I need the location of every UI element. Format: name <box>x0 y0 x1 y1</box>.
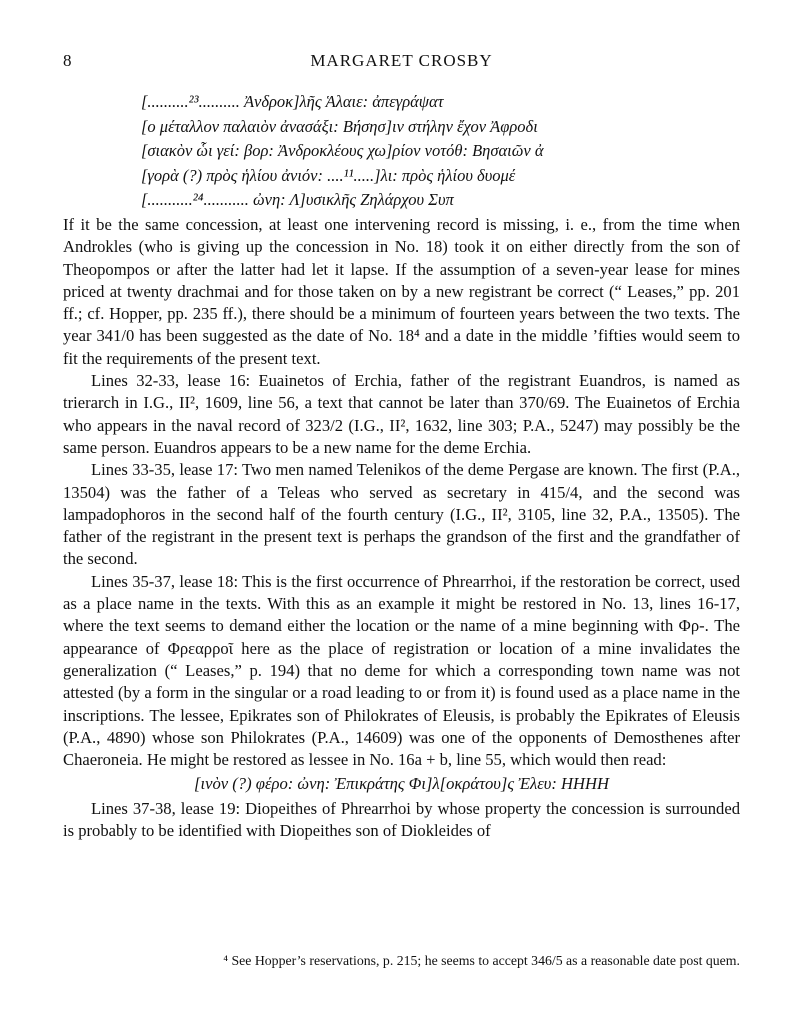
page-number: 8 <box>63 51 72 70</box>
greek-formula: [ινὸν (?) φέρο: ὠνη: Ἐπικράτης Φι]λ[οκράτου]ς Ἐλευ: HHHH <box>194 774 609 794</box>
inscription-line: [ο μέταλλον παλαιὸν ἀνασάξι: Βήσησ]ιν στήλην ἔχον Ἀφροδι <box>141 116 538 136</box>
running-title: MARGARET CROSBY <box>310 51 493 70</box>
paragraph: Lines 37-38, lease 19: Diopeithes of Phrearrhoi by whose property the concession is surrounded is probably to be identified with Diopeithes son of Diokleides of <box>63 798 740 841</box>
paragraph: If it be the same concession, at least one intervening record is missing, i. e., from the time when Androkles (who is giving up the concession in No. 18) took it on either directly from the son of Theopompos or after the latter had let it lapse. If the assumption of a seven-year lease for mines priced at twenty drachmai and for those taken on by a new registrant be correct (“ Leases,” pp. 201 ff.; cf. Hopper, pp. 235 ff.), there should be a minimum of fourteen years between the two texts. The year 341/0 has been suggested as the date of No. 18⁴ and a date in the middle ’fifties would seem to fit the requirements of the present text. <box>63 215 740 368</box>
inscription-line: [σιακὸν ὧι γεί: βορ: Ἀνδροκλέους χω]ρίον νοτόθ: Βησαιῶν ἀ <box>141 141 544 160</box>
footnote: ⁴ See Hopper’s reservations, p. 215; he seems to accept 346/5 as a reasonable date post quem. <box>223 953 740 968</box>
greek-inscription-block <box>141 90 681 213</box>
inscription-line: [γορὰ (?) πρὸς ἡλίου ἀνιόν: ....¹¹.....]λι: πρὸς ἡλίου δυομέ <box>141 165 516 185</box>
body-text <box>63 214 740 842</box>
inscription-line: [...........²⁴........... ὠνη: Λ]υσικλῆς Ζηλάρχου Συπ <box>141 190 454 209</box>
page-header <box>63 51 740 75</box>
paragraph: Lines 32-33, lease 16: Euainetos of Erchia, father of the registrant Euandros, is named as trierarch in I.G., II², 1609, line 56, a text that cannot be later than 370/69. The Euainetos of Erchia who appears in the naval record of 323/2 (I.G., II², 1632, line 303; P.A., 5247) may possibly be the same person. Euandros appears to be a new name for the deme Erchia. <box>63 371 740 457</box>
inscription-line: [..........²³.......... Ἀνδροκ]λῆς Ἁλαιε: ἀπεγράψατ <box>141 92 444 111</box>
paragraph: Lines 33-35, lease 17: Two men named Telenikos of the deme Pergase are known. The first (P.A., 13504) was the father of a Teleas who served as secretary in 415/4, and the second was lampadophoros in the second half of the fourth century (I.G., II², 3105, line 32, P.A., 13505). The father of the registrant in the present text is perhaps the grandson of the first and the grandfather of the second. <box>63 460 740 569</box>
paragraph: Lines 35-37, lease 18: This is the first occurrence of Phrearrhoi, if the restoration be correct, used as a place name in the texts. With this as an example it might be restored in No. 13, lines 16-17, where the text seems to demand either the location or the name of a mine beginning with Φρ-. The appearance of Φρεαρροῖ here as the place of registration or location of a mine invalidates the generalization (“ Leases,” p. 194) that no deme for which a corresponding town name was not attested (by a form in the singular or a road leading to or from it) is found used as a place name in the inscriptions. The lessee, Epikrates son of Philokrates of Eleusis, is probably the Epikrates of Eleusis (P.A., 4890) whose son Philokrates (P.A., 14609) was one of the opponents of Demosthenes after Chaeroneia. He might be restored as lessee in No. 16a + b, line 55, which would then read: <box>63 571 740 770</box>
